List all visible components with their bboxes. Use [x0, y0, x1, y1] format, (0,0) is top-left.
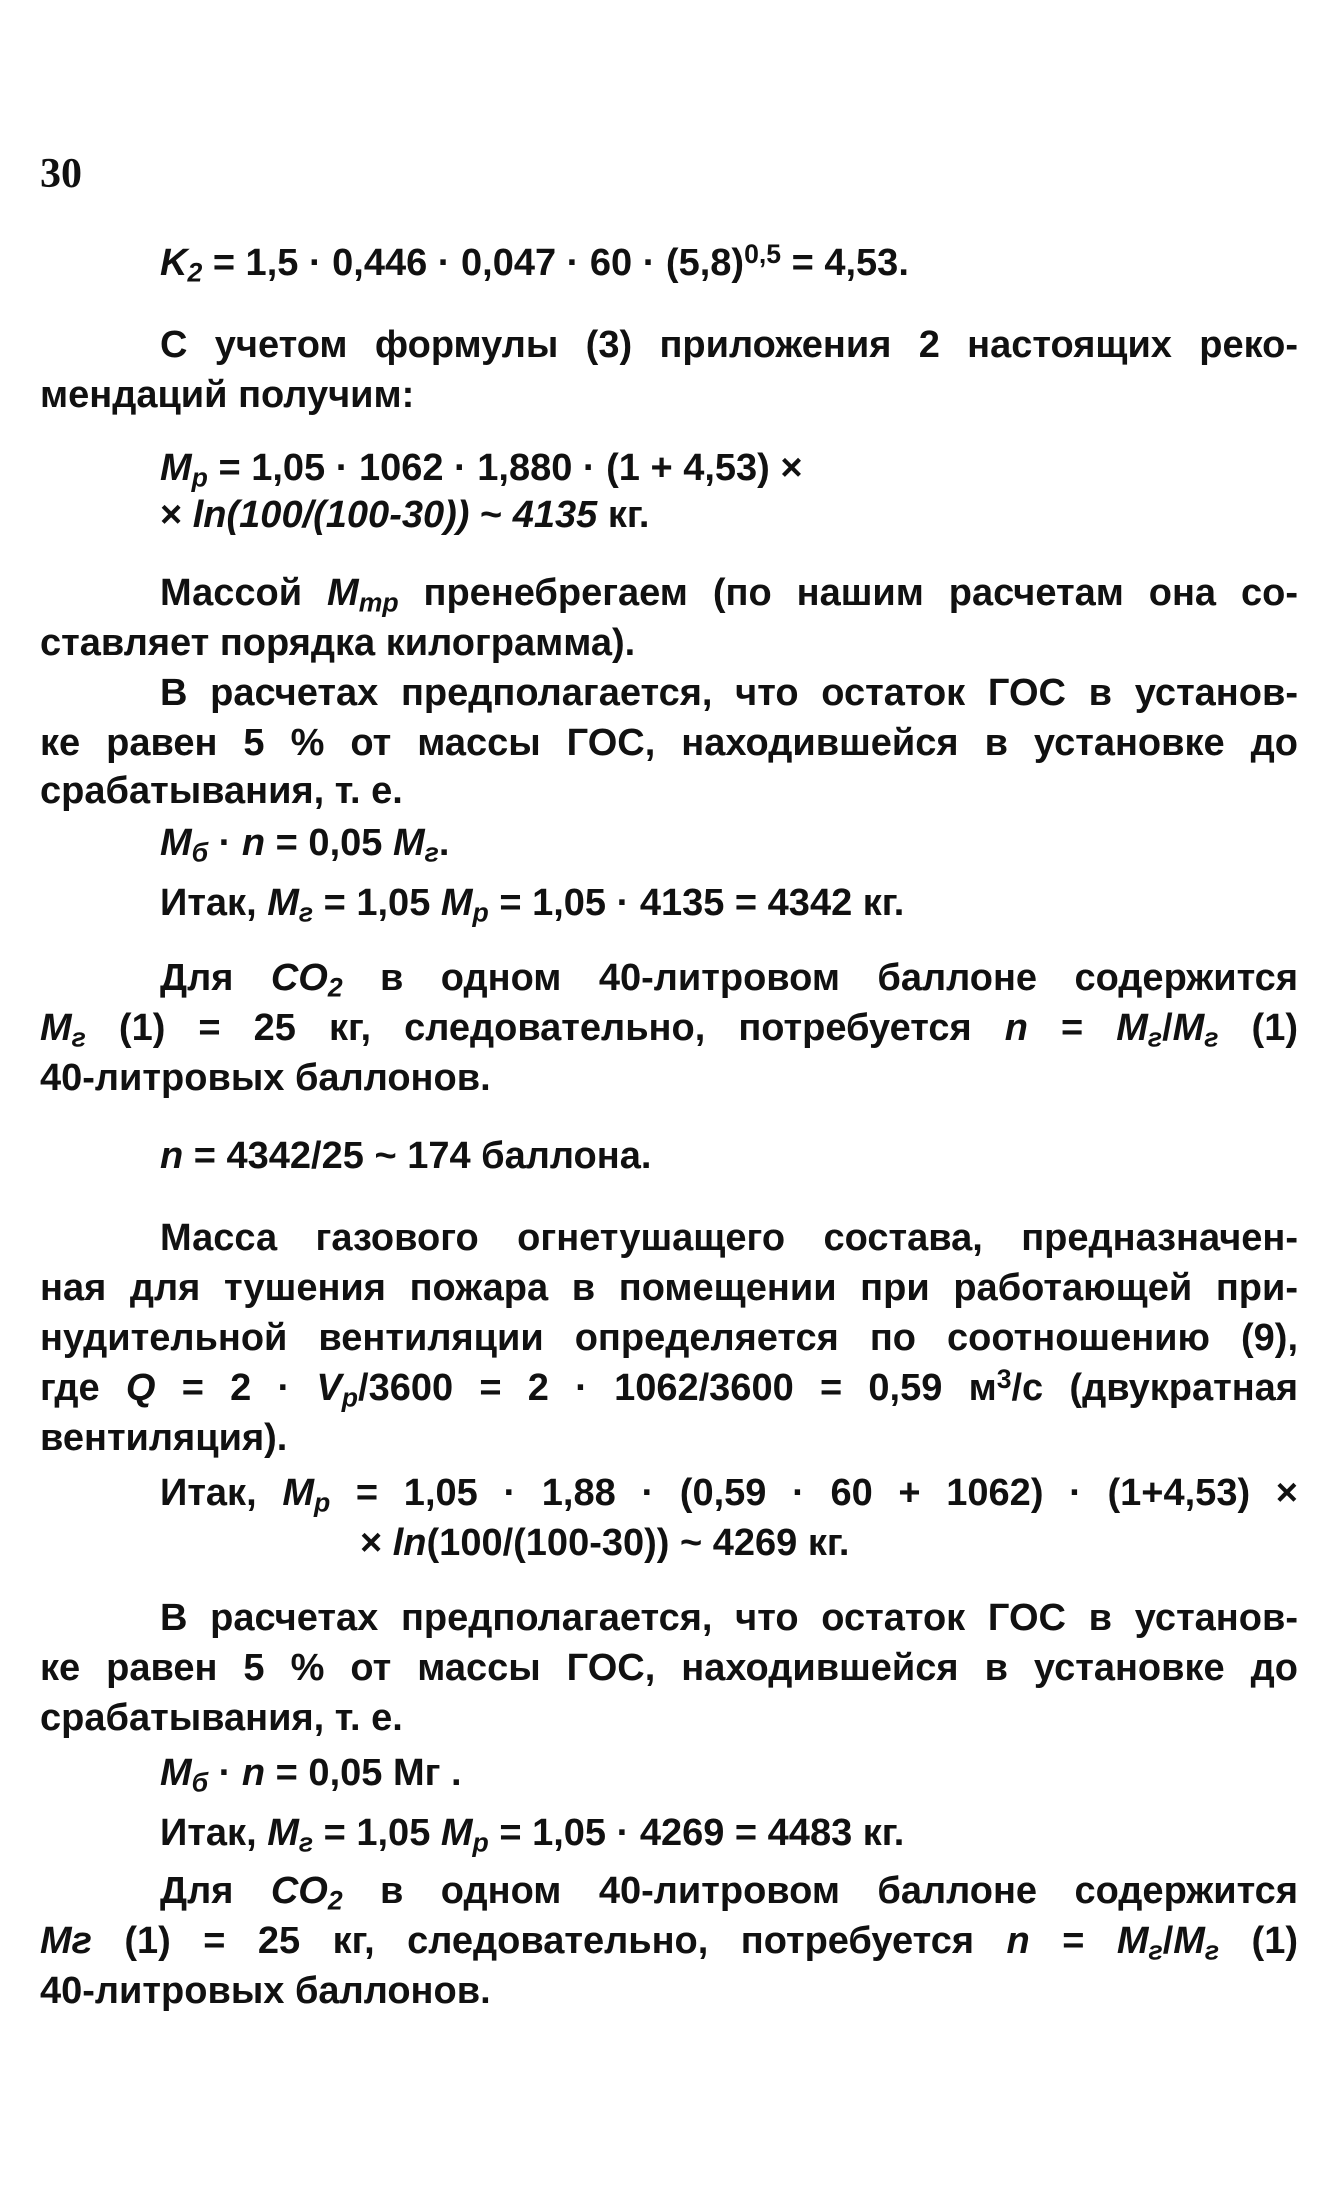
paragraph-line: Для $CO_2$ в одном 40-литровом баллоне содержится — [160, 1870, 1298, 1916]
paragraph-line: где $Q = 2 \cdot V_p/3600 = 2 \cdot 1062/3600 = 0,59$ $м^3/с$ (двукратная — [40, 1364, 1298, 1413]
mp-formula-line-2: × ln(100/(100-30)) ~ 4135 кг. — [160, 494, 650, 536]
itak-equation-line-2: × ln(100/(100-30)) ~ 4269 кг. — [360, 1522, 850, 1564]
paragraph-line: ке равен 5 % от массы ГОС, находившейся в установке до — [40, 722, 1298, 764]
itak-equation-line-1: Итак, $M_p = 1,05 \cdot 1,88 \cdot (0,59 \cdot 60 + 1062) \cdot (1+4,53)$ × — [160, 1472, 1298, 1518]
result-line: n = 4342/25 ~ 174 баллона. — [160, 1135, 652, 1177]
paragraph-line: В расчетах предполагается, что остаток ГОС в установ- — [160, 1597, 1298, 1639]
paragraph-line: ке равен 5 % от массы ГОС, находившейся в установке до — [40, 1647, 1298, 1689]
paragraph-line: ная для тушения пожара в помещении при работающей при- — [40, 1267, 1298, 1309]
mb-equation: $M_б \cdot n = 0,05$ $M_г$. — [160, 822, 450, 868]
paragraph-line: Для $CO_2$ в одном 40-литровом баллоне содержится — [160, 957, 1298, 1003]
page-number: 30 — [40, 151, 82, 197]
paragraph-line: 40-литровых баллонов. — [40, 1970, 491, 2012]
mp-formula-line-1: $M_p = 1,05 \cdot 1062 \cdot 1,880 \cdot (1 + 4,53)$ × — [160, 447, 803, 493]
paragraph-line: срабатывания, т. е. — [40, 770, 403, 812]
paragraph-line: срабатывания, т. е. — [40, 1697, 403, 1739]
mb-equation: $M_б \cdot n = 0,05$ Мг . — [160, 1752, 462, 1798]
paragraph-line: мендаций получим: — [40, 374, 415, 416]
paragraph-line: нудительной вентиляции определяется по соотношению (9), — [40, 1317, 1298, 1359]
paragraph-line: В расчетах предполагается, что остаток ГОС в установ- — [160, 672, 1298, 714]
paragraph-line: С учетом формулы (3) приложения 2 настоящих реко- — [160, 324, 1298, 366]
paragraph-line: Мг (1) = 25 кг, следовательно, потребуется $n = M_г/M_г$ (1) — [40, 1920, 1298, 1966]
paragraph-line: вентиляция). — [40, 1417, 288, 1459]
paragraph-line: $M_г$ (1) = 25 кг, следовательно, потребуется $n = M_г/M_г$ (1) — [40, 1007, 1298, 1053]
paragraph-line: Масса газового огнетушащего состава, предназначен- — [160, 1217, 1298, 1259]
itak-equation: Итак, $M_г = 1,05$ $M_p = 1,05 \cdot 4269 = 4483$ кг. — [160, 1812, 905, 1858]
k2-equation: $K_2 = 1,5 \cdot 0,446 \cdot 0,047 \cdot 60 \cdot (5,8)^{0,5} = 4,53$. — [160, 239, 909, 288]
paragraph-line: 40-литровых баллонов. — [40, 1057, 491, 1099]
paragraph-line: Массой $M_{тр}$ пренебрегаем (по нашим расчетам она со- — [160, 572, 1298, 618]
itak-equation: Итак, $M_г = 1,05$ $M_p = 1,05 \cdot 4135 = 4342$ кг. — [160, 882, 905, 928]
paragraph-line: ставляет порядка килограмма). — [40, 622, 636, 664]
